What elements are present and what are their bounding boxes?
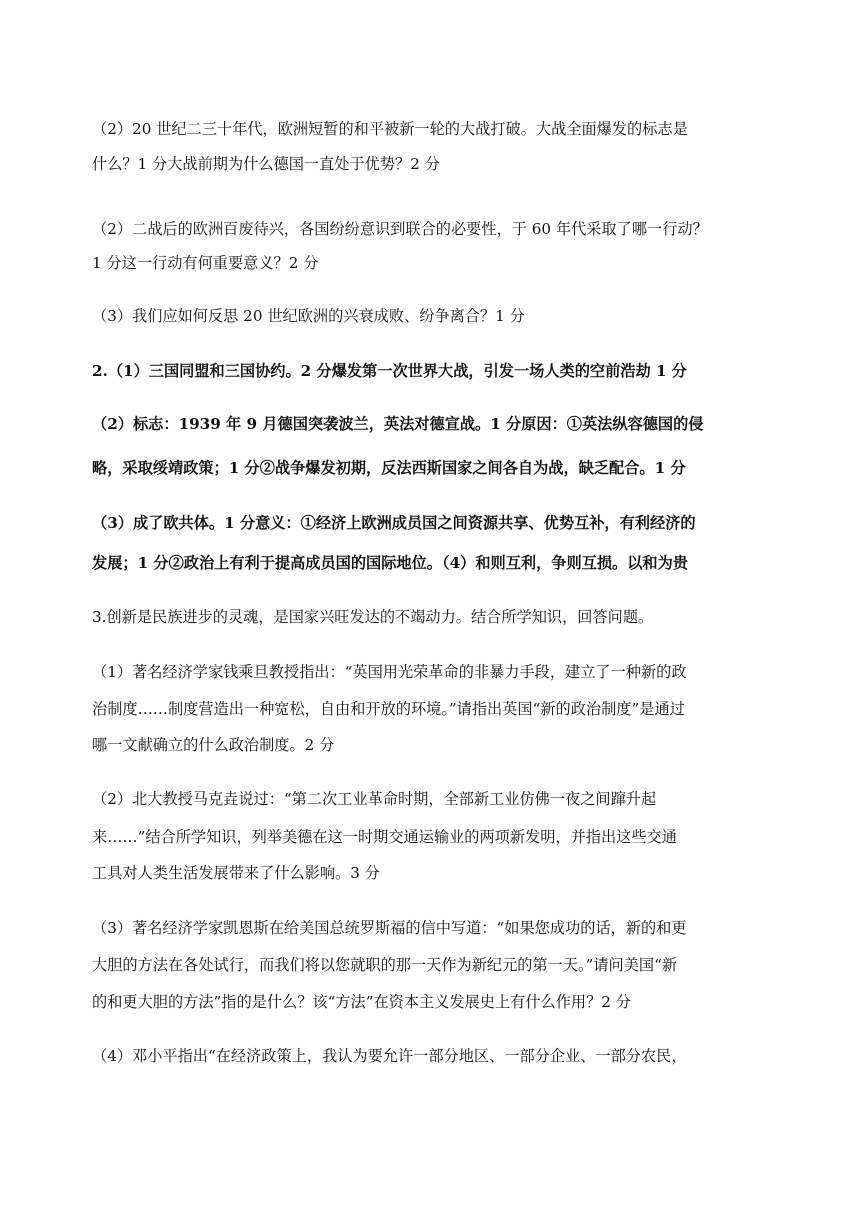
text-line: 工具对人类生活发展带来了什么影响。3 分 bbox=[92, 864, 380, 882]
text-line: 大胆的方法在各处试行，而我们将以您就职的那一天作为新纪元的第一天。”请问美国“新 bbox=[92, 956, 678, 974]
text-line: 的和更大胆的方法”指的是什么？该“方法”在资本主义发展史上有什么作用？2 分 bbox=[92, 993, 631, 1011]
text-line: （3）著名经济学家凯恩斯在给美国总统罗斯福的信中写道：“如果您成功的话，新的和更 bbox=[92, 919, 687, 937]
text-line: 治制度……制度营造出一种宽松，自由和开放的环境。”请指出英国“新的政治制度”是通过 bbox=[92, 700, 685, 718]
text-line: 哪一文献确立的什么政治制度。2 分 bbox=[92, 736, 335, 754]
answer-line: （2）标志：1939 年 9 月德国突袭波兰，英法对德宣战。1 分原因：①英法纵容德国的侵 bbox=[92, 415, 704, 433]
answer-line: （3）成了欧共体。1 分意义：①经济上欧洲成员国之间资源共享、优势互补，有利经济的 bbox=[92, 514, 696, 532]
text-line: （2）20 世纪二三十年代，欧洲短暂的和平被新一轮的大战打破。大战全面爆发的标志是 bbox=[92, 120, 688, 138]
answer-line: 发展；1 分②政治上有利于提高成员国的国际地位。（4）和则互利，争则互损。以和为贵 bbox=[92, 554, 688, 572]
text-line: （1）著名经济学家钱乘旦教授指出：“英国用光荣革命的非暴力手段，建立了一种新的政 bbox=[92, 663, 687, 681]
question-heading: 3.创新是民族进步的灵魂，是国家兴旺发达的不竭动力。结合所学知识，回答问题。 bbox=[92, 608, 654, 626]
text-line: （2）北大教授马克垚说过：“第二次工业革命时期，全部新工业仿佛一夜之间蹿升起 bbox=[92, 790, 657, 808]
answer-line: 2.（1）三国同盟和三国协约。2 分爆发第一次世界大战，引发一场人类的空前浩劫 1 分 bbox=[92, 362, 687, 380]
text-line: （4）邓小平指出“在经济政策上，我认为要允许一部分地区、一部分企业、一部分农民， bbox=[92, 1047, 687, 1065]
text-line: （3）我们应如何反思 20 世纪欧洲的兴衰成败、纷争离合？1 分 bbox=[92, 307, 525, 325]
text-line: 什么？1 分大战前期为什么德国一直处于优势？2 分 bbox=[92, 155, 440, 173]
text-line: （2）二战后的欧洲百废待兴，各国纷纷意识到联合的必要性，于 60 年代采取了哪一行动？ bbox=[92, 220, 708, 238]
text-line: 1 分这一行动有何重要意义？2 分 bbox=[92, 254, 319, 272]
answer-line: 略，采取绥靖政策；1 分②战争爆发初期，反法西斯国家之间各自为战，缺乏配合。1 分 bbox=[92, 459, 686, 477]
text-line: 来……”结合所学知识，列举美德在这一时期交通运输业的两项新发明，并指出这些交通 bbox=[92, 828, 677, 846]
